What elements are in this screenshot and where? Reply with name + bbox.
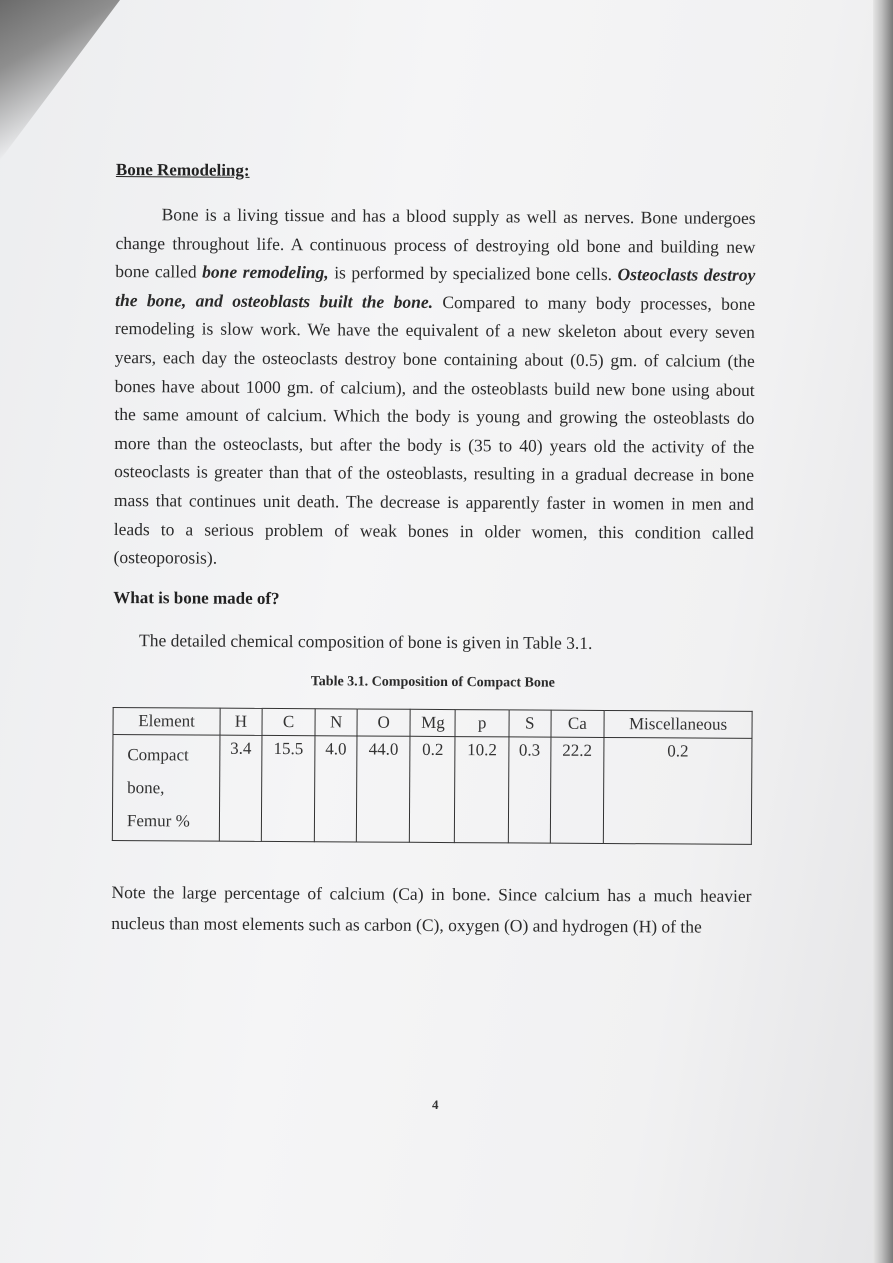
table-cell: 0.2 [603, 737, 752, 844]
header-cell: Miscellaneous [604, 710, 752, 738]
para-text-3: Compared to many body processes, bone remodeling is slow work. We have the equivalent of a new skeleton about every seven years, each day the osteoclasts destroy bone containing about (0.5) gm. of calcium (the bones have about 1000 gm. of calcium), and the osteoblasts build new bone using about the same amount of calcium. Which the body is young and growing the osteoblasts do more than the osteoclasts, but after the body is (35 to 40) years old the activity of the osteoclasts is greater than that of the osteoblasts, resulting in a gradual decrease in bone mass that continues unit death. The decrease is apparently faster in women in men and leads to a serious problem of weak bones in older women, this condition called (osteoporosis). [113, 291, 756, 568]
table-cell: 10.2 [455, 736, 509, 842]
row-label-cell [112, 734, 220, 841]
bold-sentence: Osteoclasts destroy the bone, and osteoblasts built the bone. [115, 264, 756, 312]
table-cell: 0.2 [410, 736, 456, 842]
section-title: Bone Remodeling: [115, 160, 250, 180]
table-cell: 3.4 [219, 735, 261, 841]
table-header-row [113, 707, 752, 738]
table-cell: 15.5 [261, 735, 315, 841]
row-label-line: Femur % [126, 810, 190, 831]
header-cell: Element [113, 707, 220, 735]
table-cell: 22.2 [550, 737, 604, 843]
section2-title: What is bone made of? [113, 587, 280, 608]
remodeling-paragraph [113, 200, 755, 576]
header-cell: O [357, 709, 411, 736]
row-label-line: bone, [127, 777, 165, 798]
table-cell: 0.3 [508, 737, 550, 843]
header-cell: N [315, 708, 357, 735]
header-cell: Ca [551, 710, 605, 737]
header-cell: S [509, 710, 551, 737]
para-text-1: Bone is a living tissue and has a blood supply as well as nerves. Bone undergoes change throughout life. A continuous process of destroying old bone and building new bone called [115, 204, 756, 282]
document-body [111, 160, 756, 943]
table-row [112, 734, 752, 844]
para-text-2: is performed by specialized bone cells. [328, 262, 618, 285]
row-label-line: Compact [127, 744, 189, 765]
table-cell: 44.0 [356, 736, 410, 842]
header-cell: p [455, 709, 509, 736]
table-intro-text: The detailed chemical composition of bone is given in Table 3.1. [139, 629, 593, 653]
composition-table [112, 707, 753, 845]
header-cell: H [220, 708, 262, 735]
page-edge-shadow [873, 0, 893, 1263]
bold-term: bone remodeling, [202, 261, 329, 283]
table-cell: 4.0 [315, 735, 357, 841]
table-caption: Table 3.1. Composition of Compact Bone [310, 673, 555, 691]
header-cell: C [262, 708, 316, 735]
header-cell: Mg [410, 709, 455, 736]
note-paragraph: Note the large percentage of calcium (Ca) in bone. Since calcium has a much heavier nucleus than most elements such as carbon (C), oxygen (O) and hydrogen (H) of the [111, 881, 752, 937]
page-number: 4 [432, 1097, 439, 1112]
